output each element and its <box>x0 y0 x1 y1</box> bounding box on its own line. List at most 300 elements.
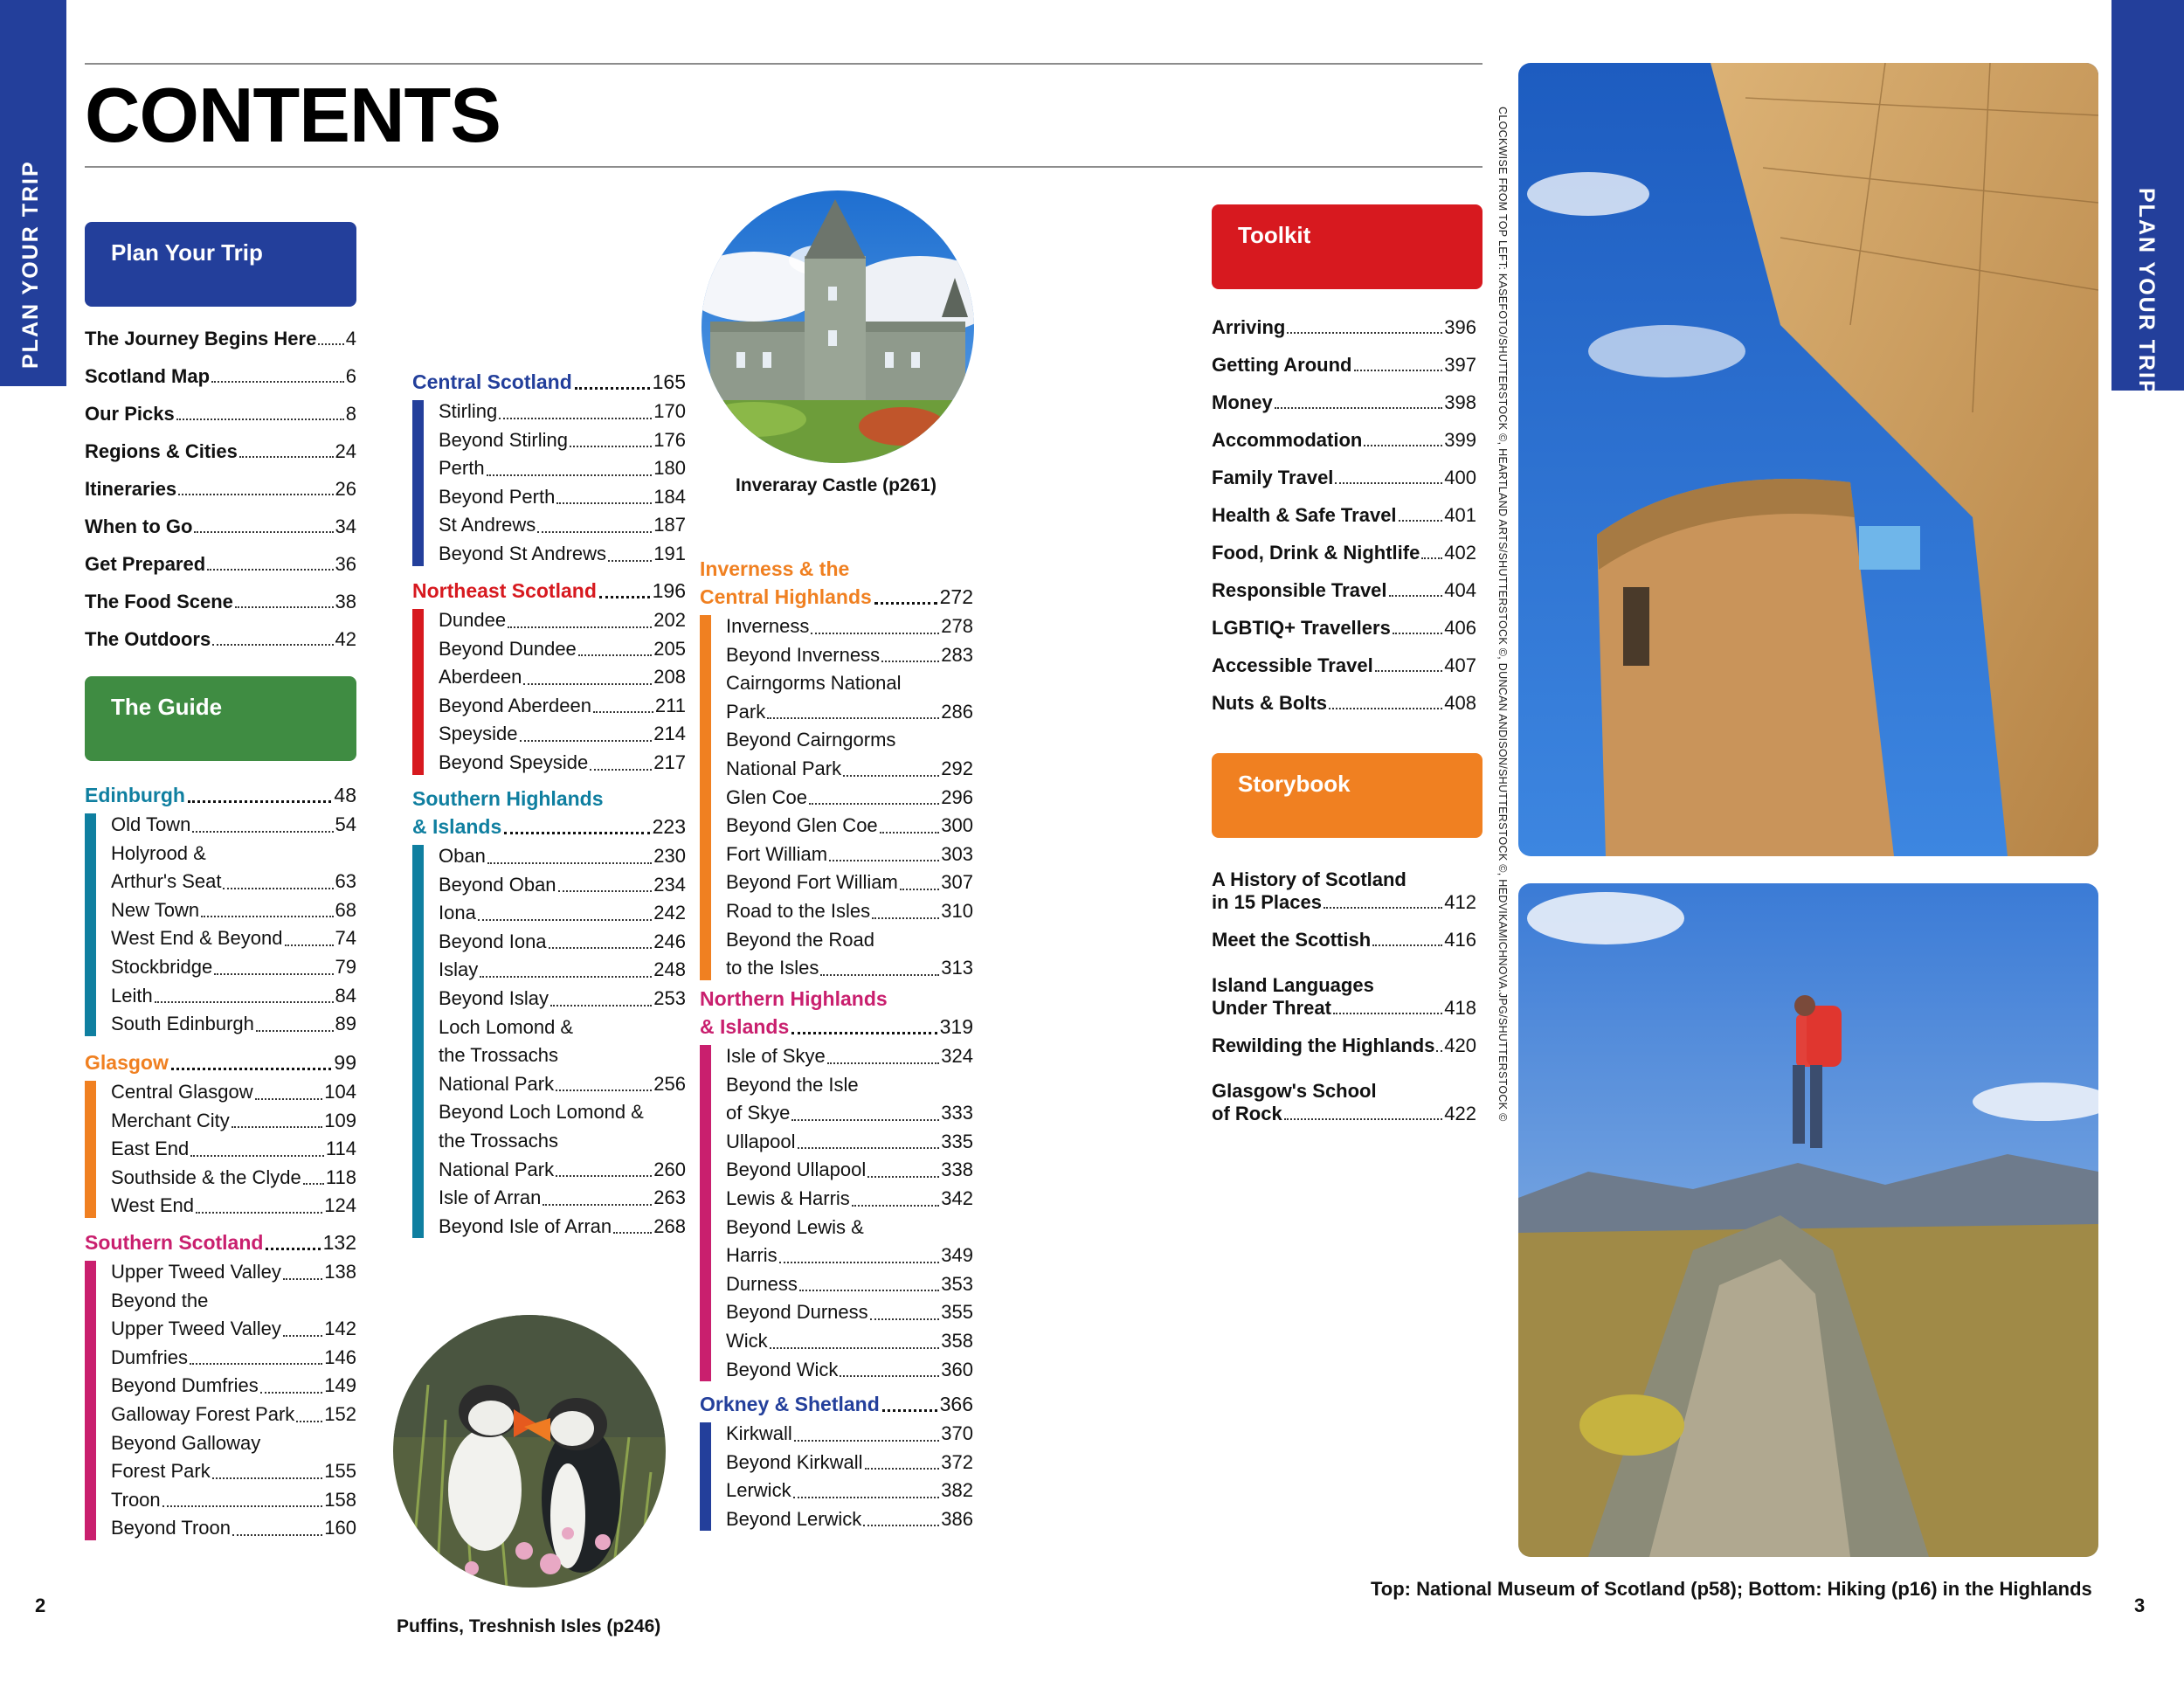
toc-entry[interactable] <box>1212 640 1476 677</box>
region-subentries <box>700 1042 973 1384</box>
toc-entry[interactable] <box>85 576 356 613</box>
toc-subentry[interactable] <box>111 896 356 925</box>
entry-title-cont: Forest Park <box>111 1460 211 1483</box>
toc-subentry[interactable] <box>439 398 686 426</box>
region-title: Northern Highlands <box>700 987 888 1010</box>
entry-title: Inverness <box>726 615 810 637</box>
entry-title: Get Prepared <box>85 553 206 575</box>
region-color-bar <box>700 615 711 980</box>
leader-dots <box>575 387 650 390</box>
leader-dots <box>1333 1013 1442 1014</box>
page-number: 165 <box>652 370 686 393</box>
entry-title: Beyond Kirkwall <box>726 1450 863 1473</box>
title-rule <box>85 166 1482 168</box>
leader-dots <box>543 1204 652 1206</box>
leader-dots <box>194 531 333 533</box>
page-number: 310 <box>941 899 973 922</box>
entry-title: Perth <box>439 457 485 480</box>
toc-subentry[interactable] <box>439 606 686 635</box>
page-number: 303 <box>941 842 973 865</box>
page-number: 242 <box>653 902 686 924</box>
page-number: 74 <box>335 927 356 950</box>
toc-subentry[interactable] <box>111 982 356 1011</box>
entry-title: Wick <box>726 1329 768 1352</box>
entry-title: Stockbridge <box>111 955 213 978</box>
leader-dots <box>523 683 652 685</box>
castle-image-icon <box>702 190 974 463</box>
toc-subentry[interactable] <box>726 1298 973 1327</box>
toc-subentry[interactable] <box>439 720 686 749</box>
entry-title: Central Glasgow <box>111 1081 253 1103</box>
toc-subentry[interactable] <box>111 1135 356 1164</box>
page-number: 416 <box>1444 929 1476 951</box>
entry-title: Kirkwall <box>726 1422 792 1444</box>
leader-dots <box>239 456 334 458</box>
toc-subentry[interactable] <box>726 1356 973 1385</box>
page-number: 184 <box>653 485 686 508</box>
entry-title: Stirling <box>439 400 498 422</box>
toc-subentry[interactable] <box>726 1420 973 1449</box>
entry-title: Beyond Durness <box>726 1301 868 1324</box>
page-number: 404 <box>1444 579 1476 601</box>
leader-dots <box>578 654 652 656</box>
page-number: 187 <box>653 514 686 536</box>
entry-title: Beyond Stirling <box>439 428 568 451</box>
puffins-caption: Puffins, Treshnish Isles (p246) <box>397 1616 661 1636</box>
leader-dots <box>1335 482 1442 484</box>
leader-dots <box>900 889 939 890</box>
entry-title: Beyond Loch Lomond & <box>439 1101 644 1124</box>
page-number: 230 <box>653 845 686 867</box>
page-number: 324 <box>941 1045 973 1067</box>
top-rule <box>85 63 1482 65</box>
page-number: 196 <box>652 579 686 602</box>
page-number: 370 <box>941 1422 973 1444</box>
toc-entry[interactable] <box>85 463 356 501</box>
leader-dots <box>550 1005 652 1007</box>
toc-subentry[interactable] <box>726 1270 973 1299</box>
leader-dots <box>767 717 939 719</box>
leader-dots <box>882 1409 937 1412</box>
toc-subentry[interactable] <box>111 1514 356 1543</box>
toc-subentry[interactable] <box>111 1192 356 1221</box>
toc-subentry[interactable] <box>439 1013 686 1099</box>
region-title-cont: Central Highlands <box>700 585 872 608</box>
region-subentries <box>412 398 686 569</box>
leader-dots <box>1393 633 1442 634</box>
toc-entry[interactable] <box>85 538 356 576</box>
leader-dots <box>318 343 343 345</box>
region-subentries <box>412 606 686 778</box>
page-number: 386 <box>941 1507 973 1530</box>
toc-subentry[interactable] <box>726 1505 973 1534</box>
toc-subentry[interactable] <box>726 1327 973 1356</box>
toc-entry[interactable] <box>85 613 356 651</box>
page-number: 217 <box>653 751 686 773</box>
entry-title: Beyond Oban <box>439 873 556 896</box>
toc-subentry[interactable] <box>726 897 973 926</box>
toc-entry[interactable] <box>1212 846 1476 914</box>
toc-subentry[interactable] <box>726 784 973 813</box>
entry-title: Beyond the Road <box>726 928 875 951</box>
toc-subentry[interactable] <box>439 663 686 692</box>
entry-title: Beyond Fort William <box>726 871 898 894</box>
toc-entry[interactable] <box>1212 301 1476 339</box>
leader-dots <box>480 976 652 978</box>
toc-subentry[interactable] <box>439 749 686 778</box>
page-number: 355 <box>941 1301 973 1324</box>
leader-dots <box>608 560 652 562</box>
toc-subentry[interactable] <box>111 953 356 982</box>
leader-dots <box>793 1497 940 1498</box>
toc-subentry[interactable] <box>111 1486 356 1515</box>
region-southern-highlands <box>412 785 686 1241</box>
toc-subentry[interactable] <box>439 483 686 512</box>
leader-dots <box>791 1119 939 1121</box>
toc-entry[interactable] <box>1212 452 1476 489</box>
section-edge-tab-left <box>0 0 66 386</box>
toc-subentry[interactable] <box>111 1372 356 1401</box>
entry-title: Health & Safe Travel <box>1212 504 1397 526</box>
toc-subentry[interactable] <box>726 1477 973 1505</box>
toc-subentry[interactable] <box>439 692 686 721</box>
leader-dots <box>556 1175 652 1177</box>
region-heading[interactable] <box>85 1048 356 1076</box>
toc-subentry[interactable] <box>726 868 973 897</box>
leader-dots <box>190 1155 324 1157</box>
entry-title-cont: of Rock <box>1212 1103 1282 1124</box>
page-number: 396 <box>1444 316 1476 338</box>
toc-subentry[interactable] <box>439 1098 686 1184</box>
leader-dots <box>852 1205 939 1207</box>
leader-dots <box>798 1147 940 1149</box>
page-number: 191 <box>653 542 686 564</box>
page-number: 418 <box>1444 997 1476 1019</box>
entry-title: Beyond Lewis & <box>726 1215 864 1238</box>
toc-entry[interactable] <box>1212 527 1476 564</box>
toc-subentry[interactable] <box>439 635 686 664</box>
entry-title: Itineraries <box>85 478 177 500</box>
plan-your-trip-list <box>85 313 356 651</box>
page-number: 234 <box>653 873 686 896</box>
page-number: 158 <box>324 1488 356 1511</box>
region-orkney-shetland <box>700 1390 973 1533</box>
toc-entry[interactable] <box>85 313 356 350</box>
entry-title: Lerwick <box>726 1479 791 1502</box>
page-number: 160 <box>324 1517 356 1539</box>
entry-title: Rewilding the Highlands <box>1212 1034 1435 1056</box>
leader-dots <box>1324 907 1442 909</box>
toc-subentry[interactable] <box>439 426 686 455</box>
page-number: 104 <box>324 1081 356 1103</box>
region-title: Southern Scotland <box>85 1231 264 1254</box>
entry-title-cont: in 15 Places <box>1212 891 1322 913</box>
toc-entry[interactable] <box>1212 564 1476 602</box>
region-color-bar <box>412 845 424 1238</box>
toc-entry[interactable] <box>85 425 356 463</box>
toc-subentry[interactable] <box>439 540 686 569</box>
region-heading[interactable] <box>412 368 686 396</box>
page-number: 398 <box>1444 391 1476 413</box>
toc-entry[interactable] <box>1212 677 1476 715</box>
page-number: 319 <box>939 1015 973 1038</box>
page-number: 296 <box>941 785 973 808</box>
toolkit-list <box>1212 301 1476 715</box>
entry-title: When to Go <box>85 515 193 537</box>
entry-title: LGBTIQ+ Travellers <box>1212 617 1391 639</box>
page-number: 4 <box>345 328 356 349</box>
page-number: 349 <box>941 1244 973 1267</box>
leader-dots <box>881 661 939 662</box>
entry-title: Beyond the <box>111 1289 209 1311</box>
page-number: 420 <box>1444 1034 1476 1056</box>
toc-subentry[interactable] <box>439 956 686 985</box>
page-number: 36 <box>335 553 356 575</box>
page-number: 170 <box>653 400 686 422</box>
region-subentries <box>85 1258 356 1543</box>
toc-subentry[interactable] <box>111 1010 356 1039</box>
region-title: Edinburgh <box>85 784 185 806</box>
museum-image-icon <box>1518 63 2098 856</box>
entry-title: Holyrood & <box>111 841 206 864</box>
right-photos-caption: Top: National Museum of Scotland (p58); Bottom: Hiking (p16) in the Highlands <box>1371 1578 2092 1600</box>
region-edinburgh <box>85 781 356 1039</box>
region-heading[interactable] <box>700 555 973 611</box>
page-number: 382 <box>941 1479 973 1502</box>
region-subentries <box>700 612 973 983</box>
leader-dots <box>863 1525 939 1526</box>
toc-subentry[interactable] <box>111 840 356 896</box>
toc-subentry[interactable] <box>111 1258 356 1287</box>
toc-subentry[interactable] <box>111 924 356 953</box>
toc-entry[interactable] <box>1212 1057 1476 1125</box>
leader-dots <box>570 446 652 447</box>
leader-dots <box>162 1505 323 1507</box>
toc-subentry[interactable] <box>439 1184 686 1213</box>
page-number: 114 <box>325 1138 356 1160</box>
entry-title-cont: National Park <box>439 1158 555 1180</box>
leader-dots <box>558 890 653 892</box>
toc-entry[interactable] <box>1212 914 1476 951</box>
toc-entry[interactable] <box>1212 377 1476 414</box>
page-number: 283 <box>941 643 973 666</box>
toc-subentry[interactable] <box>111 1078 356 1107</box>
toc-subentry[interactable] <box>726 1449 973 1477</box>
leader-dots <box>256 1030 334 1032</box>
entry-title: Road to the Isles <box>726 899 871 922</box>
page-number: 408 <box>1444 692 1476 714</box>
entry-title: Getting Around <box>1212 354 1352 376</box>
region-southern-scotland <box>85 1228 356 1543</box>
leader-dots <box>613 1232 652 1234</box>
page-number: 149 <box>324 1374 356 1397</box>
entry-title: Regions & Cities <box>85 440 238 462</box>
toc-entry[interactable] <box>1212 602 1476 640</box>
leader-dots <box>176 419 344 420</box>
toc-subentry[interactable] <box>111 1429 356 1486</box>
page-number: 38 <box>335 591 356 612</box>
leader-dots <box>266 1248 320 1250</box>
region-color-bar <box>85 1261 96 1540</box>
entry-title: Isle of Skye <box>726 1045 826 1067</box>
toc-entry[interactable] <box>85 501 356 538</box>
leader-dots <box>283 1335 322 1337</box>
page-number: 6 <box>345 365 356 387</box>
toc-subentry[interactable] <box>726 812 973 840</box>
toc-subentry[interactable] <box>439 899 686 928</box>
leader-dots <box>214 973 333 975</box>
region-title: Inverness & the <box>700 557 850 580</box>
leader-dots <box>1364 445 1442 446</box>
region-title: Southern Highlands <box>412 787 604 810</box>
page-number: 155 <box>324 1460 356 1483</box>
castle-caption: Inveraray Castle (p261) <box>736 475 936 495</box>
region-title: Northeast Scotland <box>412 579 597 602</box>
region-heading[interactable] <box>85 781 356 809</box>
toc-entry[interactable] <box>1212 489 1476 527</box>
toc-subentry[interactable] <box>111 1401 356 1429</box>
toc-subentry[interactable] <box>726 1156 973 1185</box>
leader-dots <box>829 860 939 861</box>
entry-title: Beyond Galloway <box>111 1431 261 1454</box>
entry-title: East End <box>111 1138 190 1160</box>
region-heading[interactable] <box>412 577 686 605</box>
page-number: 360 <box>941 1358 973 1380</box>
entry-title: Beyond Perth <box>439 485 556 508</box>
leader-dots <box>779 1262 940 1263</box>
region-subentries <box>85 1078 356 1221</box>
toc-subentry[interactable] <box>726 612 973 641</box>
page-number: 286 <box>941 700 973 723</box>
toc-subentry[interactable] <box>111 1107 356 1136</box>
toc-entry[interactable] <box>85 388 356 425</box>
section-header-the-guide <box>85 676 356 761</box>
entry-title: Accessible Travel <box>1212 654 1373 676</box>
entry-title: Beyond Speyside <box>439 751 589 773</box>
toc-entry[interactable] <box>1212 1020 1476 1057</box>
page-number: 84 <box>335 984 356 1007</box>
entry-title: Dundee <box>439 609 507 631</box>
toc-subentry[interactable] <box>439 842 686 871</box>
toc-subentry[interactable] <box>439 1213 686 1242</box>
page-number: 272 <box>939 585 973 608</box>
region-heading[interactable] <box>700 1390 973 1418</box>
entry-title: Beyond Ullapool <box>726 1159 867 1181</box>
toc-subentry[interactable] <box>726 669 973 726</box>
toc-subentry[interactable] <box>726 1185 973 1214</box>
region-central-scotland <box>412 368 686 569</box>
entry-title: Accommodation <box>1212 429 1363 451</box>
section-header-plan-your-trip <box>85 222 356 307</box>
entry-title: Beyond Inverness <box>726 643 881 666</box>
leader-dots <box>1287 332 1442 334</box>
page-number-left: 2 <box>35 1595 46 1616</box>
entry-title: Beyond Lerwick <box>726 1507 862 1530</box>
page-number: 313 <box>941 957 973 979</box>
toc-subentry[interactable] <box>726 1214 973 1270</box>
toc-subentry[interactable] <box>111 811 356 840</box>
toc-subentry[interactable] <box>726 840 973 869</box>
entry-title: Arriving <box>1212 316 1286 338</box>
page-number: 118 <box>325 1166 356 1188</box>
entry-title: Responsible Travel <box>1212 579 1387 601</box>
section-label: Plan Your Trip <box>111 239 263 266</box>
region-glasgow <box>85 1048 356 1221</box>
toc-subentry[interactable] <box>726 926 973 983</box>
entry-title: Ullapool <box>726 1130 796 1152</box>
toc-subentry[interactable] <box>726 641 973 670</box>
leader-dots <box>840 1375 939 1377</box>
leader-dots <box>207 569 333 571</box>
leader-dots <box>223 888 333 889</box>
entry-title: Beyond Aberdeen <box>439 694 591 716</box>
entry-title: Leith <box>111 984 153 1007</box>
toc-subentry[interactable] <box>439 871 686 900</box>
leader-dots <box>283 1278 322 1280</box>
toc-subentry[interactable] <box>439 454 686 483</box>
entry-title: Speyside <box>439 723 518 745</box>
entry-title: Island Languages <box>1212 974 1374 996</box>
entry-title: The Journey Begins Here <box>85 328 317 349</box>
toc-subentry[interactable] <box>111 1164 356 1193</box>
toc-subentry[interactable] <box>439 928 686 957</box>
leader-dots <box>520 740 653 742</box>
entry-title: Troon <box>111 1488 161 1511</box>
toc-subentry[interactable] <box>111 1287 356 1344</box>
toc-subentry[interactable] <box>726 1042 973 1071</box>
page-number: 278 <box>941 615 973 637</box>
leader-dots <box>260 1392 323 1394</box>
leader-dots <box>770 1347 940 1349</box>
toc-subentry[interactable] <box>726 1128 973 1157</box>
entry-title: Beyond Islay <box>439 986 549 1009</box>
page-number: 26 <box>335 478 356 500</box>
toc-entry[interactable] <box>1212 414 1476 452</box>
leader-dots <box>296 1421 322 1422</box>
page-number: 89 <box>335 1013 356 1035</box>
toc-entry[interactable] <box>1212 951 1476 1020</box>
region-title-cont: & Islands <box>412 815 502 838</box>
page-number: 146 <box>324 1345 356 1368</box>
page-number: 176 <box>653 428 686 451</box>
entry-title: Money <box>1212 391 1273 413</box>
page-number: 399 <box>1444 429 1476 451</box>
region-color-bar <box>412 609 424 775</box>
page-number: 208 <box>653 666 686 688</box>
leader-dots <box>867 1176 939 1178</box>
entry-title: The Food Scene <box>85 591 233 612</box>
region-heading[interactable] <box>85 1228 356 1256</box>
toc-subentry[interactable] <box>439 985 686 1013</box>
entry-title: West End <box>111 1194 194 1217</box>
toc-subentry[interactable] <box>726 726 973 783</box>
section-label: Toolkit <box>1238 222 1311 248</box>
toc-entry[interactable] <box>85 350 356 388</box>
entry-title: Dumfries <box>111 1345 189 1368</box>
toc-subentry[interactable] <box>726 1071 973 1128</box>
toc-subentry[interactable] <box>439 511 686 540</box>
toc-entry[interactable] <box>1212 339 1476 377</box>
region-heading[interactable] <box>700 985 973 1041</box>
entry-title: Aberdeen <box>439 666 522 688</box>
toc-subentry[interactable] <box>111 1344 356 1373</box>
region-heading[interactable] <box>412 785 686 840</box>
leader-dots <box>1375 670 1443 672</box>
section-header-storybook <box>1212 753 1482 838</box>
leader-dots <box>235 606 334 608</box>
region-title-cont: & Islands <box>700 1015 790 1038</box>
leader-dots <box>549 947 653 949</box>
